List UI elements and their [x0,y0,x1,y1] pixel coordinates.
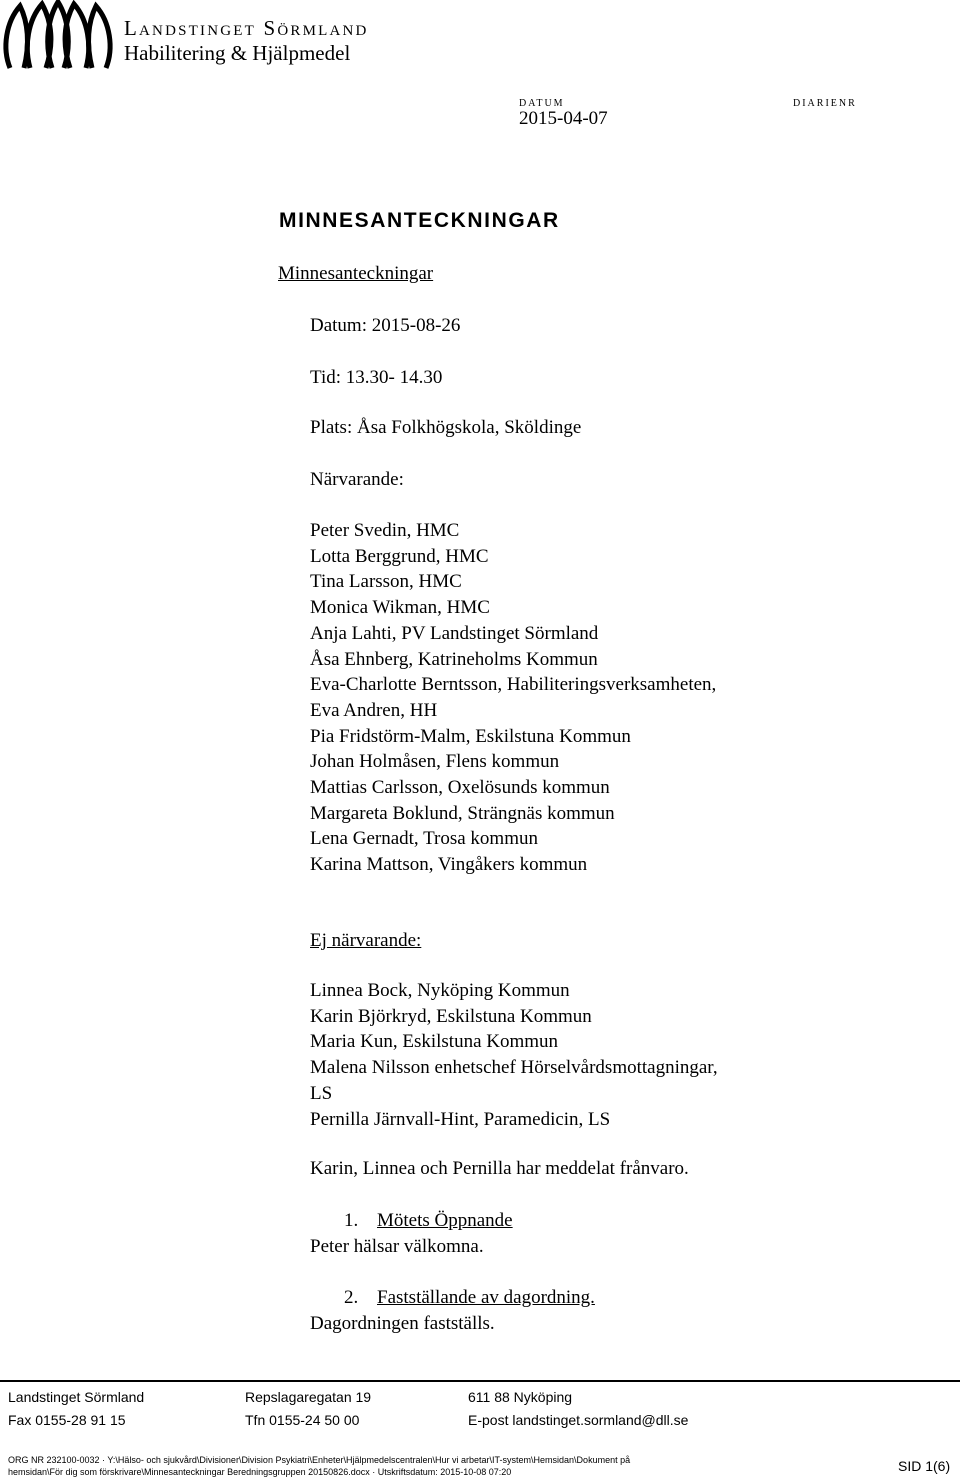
agenda-item-number: 2. [344,1287,359,1308]
footer-email: E-post landstinget.sormland@dll.se [468,1412,689,1428]
list-item: LS [310,1082,333,1104]
list-item: Peter Svedin, HMC [310,520,460,541]
footer-phone: Tfn 0155-24 50 00 [245,1412,360,1428]
diarienr-label: DIARIENR [793,98,857,109]
list-item: Eva-Charlotte Berntsson, Habiliteringsverksamheten, [310,674,717,696]
list-item: Johan Holmåsen, Flens kommun [310,751,560,773]
document-subtitle: Minnesanteckningar [278,263,434,284]
absence-note: Karin, Linnea och Pernilla har meddelat frånvaro. [310,1158,689,1179]
list-item: Eva Andren, HH [310,699,438,721]
list-item: Margareta Boklund, Strängnäs kommun [310,802,615,824]
meeting-place: Plats: Åsa Folkhögskola, Sköldinge [310,417,582,438]
list-item: Maria Kun, Eskilstuna Kommun [310,1031,559,1053]
meeting-date: Datum: 2015-08-26 [310,315,461,336]
datum-label: DATUM [519,98,565,109]
footer-org: Landstinget Sörmland [8,1389,145,1405]
document-title: MINNESANTECKNINGAR [279,209,560,232]
agenda-item-text: Peter hälsar välkomna. [310,1236,484,1257]
footer-street: Repslagaregatan 19 [245,1389,372,1405]
list-item: Malena Nilsson enhetschef Hörselvårdsmottagningar, [310,1057,718,1079]
present-list [310,518,716,878]
organization-name: Landstinget Sörmland [124,16,369,40]
list-item: Karin Björkryd, Eskilstuna Kommun [310,1005,592,1027]
footer-path-line-1: ORG NR 232100-0032 · Y:\Hälso- och sjukvård\Divisioner\Division Psykiatri\Enheter\Hjälpmedelscentralen\Hur vi arbetar\IT-system\Hemsidan\Dokument på [8,1455,631,1465]
list-item: Tina Larsson, HMC [310,571,462,593]
agenda-item-title: Mötets Öppnande [377,1210,513,1231]
page-number: SID 1(6) [898,1458,951,1474]
footer-postal: 611 88 Nyköping [468,1389,573,1405]
agenda-item-number: 1. [344,1210,359,1231]
meeting-time: Tid: 13.30- 14.30 [310,367,443,388]
agenda-item-text: Dagordningen fastställs. [310,1313,495,1334]
present-heading: Närvarande: [310,469,404,490]
list-item: Åsa Ehnberg, Katrineholms Kommun [310,648,598,670]
list-item: Karina Mattson, Vingåkers kommun [310,854,588,876]
list-item: Lena Gernadt, Trosa kommun [310,828,538,850]
agenda-item-title: Fastställande av dagordning. [377,1287,595,1308]
landstinget-logo-icon [0,0,116,70]
list-item: Mattias Carlsson, Oxelösunds kommun [310,777,610,799]
list-item: Pia Fridstörm-Malm, Eskilstuna Kommun [310,725,631,747]
list-item: Linnea Bock, Nyköping Kommun [310,980,570,1001]
list-item: Pernilla Järnvall-Hint, Paramedicin, LS [310,1108,611,1130]
list-item: Monica Wikman, HMC [310,597,490,619]
organization-unit: Habilitering & Hjälpmedel [124,41,351,65]
footer-divider [0,1380,960,1382]
footer-path-line-2: hemsidan\För dig som förskrivare\Minnesanteckningar Beredningsgruppen 20150826.docx · Utskriftsdatum: 2015-10-08 07:20 [8,1467,512,1477]
footer-fax: Fax 0155-28 91 15 [8,1412,126,1428]
absent-heading: Ej närvarande: [310,930,422,951]
absent-list [310,978,718,1132]
datum-value: 2015-04-07 [519,108,608,129]
list-item: Anja Lahti, PV Landstinget Sörmland [310,622,599,644]
list-item: Lotta Berggrund, HMC [310,545,489,567]
